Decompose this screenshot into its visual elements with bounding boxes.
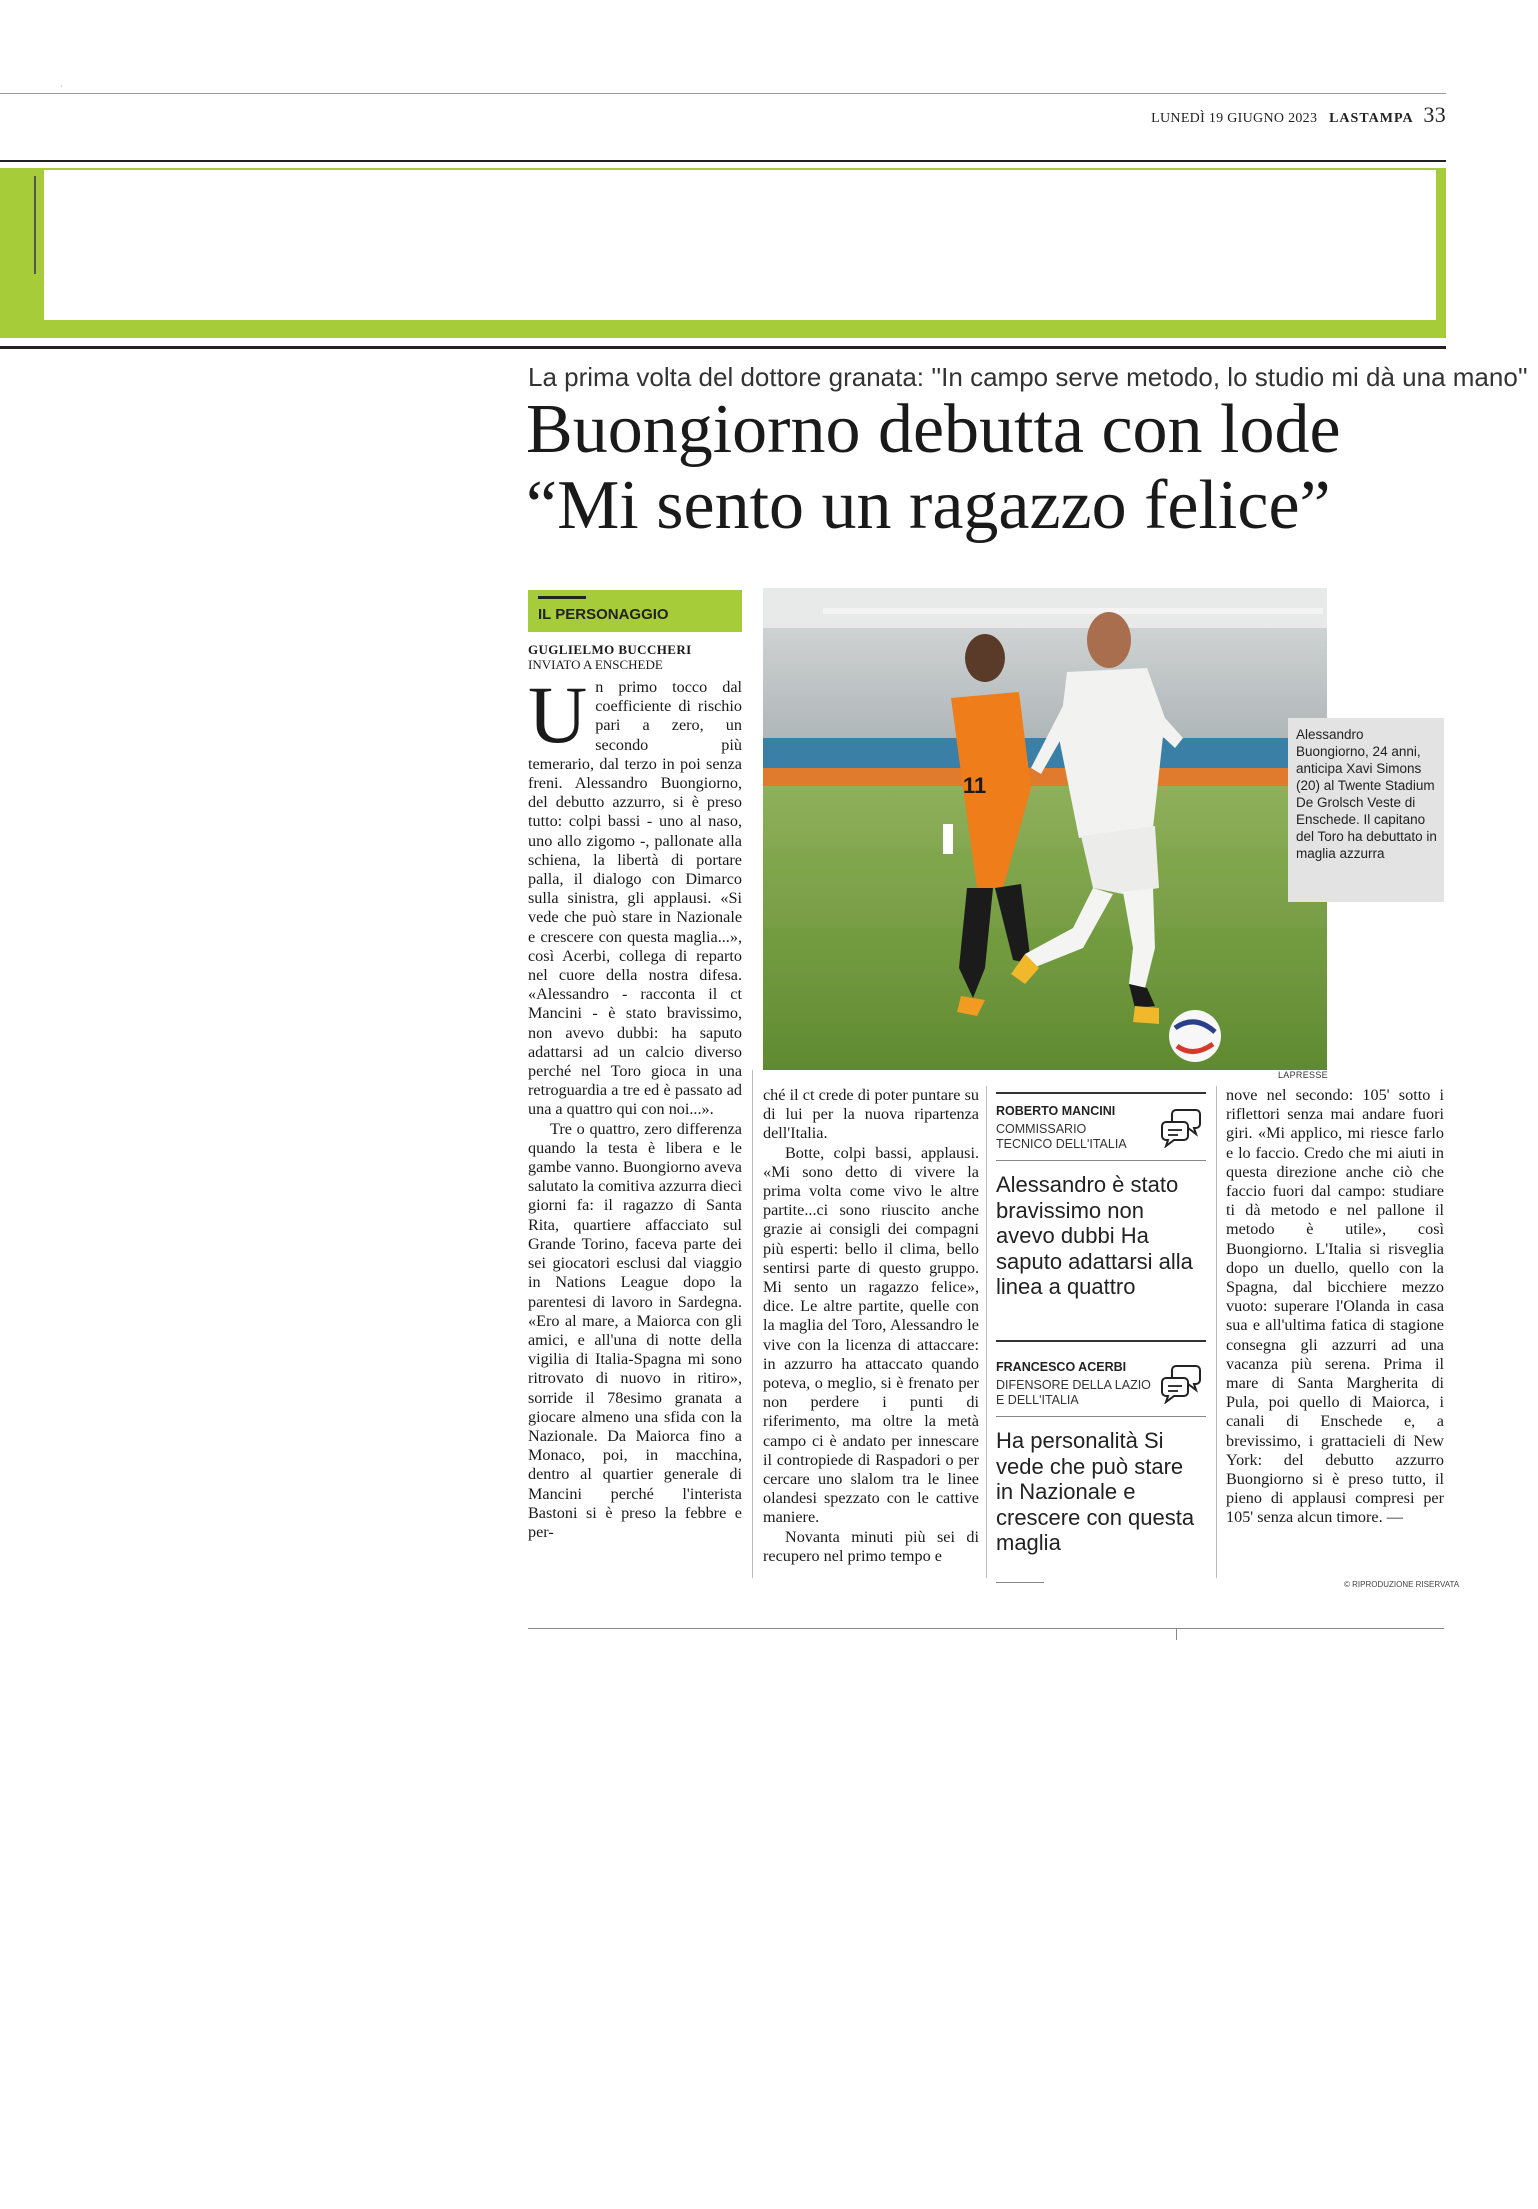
article-photo: [763, 588, 1327, 1070]
author-role: INVIATO A ENSCHEDE: [528, 657, 663, 672]
newspaper-name: LASTAMPA: [1329, 111, 1414, 126]
quote-1-role: COMMISSARIO TECNICO DELL'ITALIA: [996, 1122, 1127, 1151]
article-headline: [526, 392, 1341, 544]
football-action-photo: [763, 588, 1327, 1070]
byline: [528, 642, 692, 672]
quote-divider: [996, 1160, 1206, 1161]
quote-2-name: FRANCESCO ACERBI: [996, 1360, 1127, 1374]
drop-cap: U: [528, 669, 588, 760]
photo-credit: LAPRESSE: [1278, 1070, 1328, 1080]
section-label: [528, 590, 742, 632]
speech-bubble-icon: [1160, 1106, 1202, 1148]
headline-line-2: “Mi sento un ragazzo felice”: [526, 467, 1331, 544]
paragraph: nove nel secondo: 105' sotto i riflettori senza mai andare fuori giri. «Mi applico, mi riesce farlo e lo faccio. Credo che mi aiuti in questa direzione anche ciò che faccio fuori dal campo: studiare ti dà metodo e nel pallone il metodo è utile», così Buongiorno. L'Italia si risveglia dopo un duello, quello con la Spagna, dal bicchiere mezzo vuoto: superare l'Olanda in casa sua e all'ultima fatica di stagione consegna gli azzurri ad una vacanza più serena. Prima il mare di Santa Margherita di Pula, poi quello di Maiorca, i canali di Enschede e, a brevissimo, i grattacieli di New York: del debutto azzurro Buongiorno si è preso tutto, il pieno di applausi compresi per 105' senza alcun timore. —: [1226, 1086, 1444, 1527]
quote-1-text: Alessandro è stato bravissimo non avevo dubbi Ha saputo adattarsi alla linea a quattro: [996, 1172, 1193, 1299]
jersey-number: 11: [963, 773, 987, 798]
football-ball: [1169, 1010, 1221, 1062]
column-divider: [986, 1086, 987, 1578]
quote-end-rule: [996, 1340, 1206, 1342]
band-rule: [0, 346, 1446, 349]
paragraph: [528, 669, 742, 1120]
article-column-2: [763, 1086, 979, 1566]
label-line: [538, 596, 586, 599]
page-number: 33: [1423, 102, 1446, 127]
paragraph: Tre o quattro, zero differenza quando la testa è libera e le gambe vanno. Buongiorno aveva salutato la comitiva azzurra dieci giorni fa: il ragazzo di Santa Rita, quartiere affacciato sul Grande Torino, faceva parte dei sei giocatori esclusi dal viaggio in Nations League dopo la parentesi di lavoro in Sardegna. «Ero al mare, a Maiorca con gli amici, e all'una di notte della vigilia di Italia-Spagna mi sono ritrovato di nuovo in ritiro», sorride il 78esimo granata a giocare almeno una sfida con la Nazionale. Da Maiorca fino a Monaco, poi, in macchina, dentro al quartier generale di Mancini perché l'interista Bastoni si è preso la febbre e per-: [528, 1119, 742, 1541]
copyright-notice: © RIPRODUZIONE RISERVATA: [1344, 1580, 1460, 1589]
article-bottom-rule: [528, 1628, 1444, 1629]
paragraph: Novanta minuti più sei di recupero nel primo tempo e: [763, 1527, 979, 1565]
caption-text: Alessandro Buongiorno, 24 anni, anticipa Xavi Simons (20) al Twente Stadium De Grolsch Veste di Enschede. Il capitano del Toro ha debuttato in maglia azzurra: [1296, 727, 1437, 861]
article-kicker: La prima volta del dottore granata: ''In campo serve metodo, lo studio mi dà una mano'': [528, 362, 1528, 392]
bottom-tick: [1176, 1628, 1177, 1640]
quote-top-rule: [996, 1092, 1206, 1094]
author-name: GUGLIELMO BUCCHERI: [528, 642, 692, 657]
article-column-4: [1226, 1086, 1444, 1528]
headline-line-1: Buongiorno debutta con lode: [526, 391, 1341, 468]
quote-2-role: DIFENSORE DELLA LAZIO E DELL'ITALIA: [996, 1378, 1151, 1407]
photo-caption: [1288, 718, 1444, 902]
article-column-1: [528, 669, 742, 1542]
section-label-text: IL PERSONAGGIO: [538, 606, 669, 623]
column-divider: [752, 1070, 753, 1578]
masthead: [1151, 102, 1446, 128]
top-rule: [0, 93, 1446, 94]
issue-date: LUNEDÌ 19 GIUGNO 2023: [1151, 111, 1318, 126]
corner-mark: ·: [60, 82, 63, 91]
quote-2-text: Ha personalità Si vede che può stare in Nazionale e crescere con questa maglia: [996, 1428, 1195, 1555]
paragraph: Botte, colpi bassi, applausi. «Mi sono detto di vivere la prima volta come vivo le altre partite...ci sono riuscito anche grazie ai consigli dei compagni più esperti: bello il clima, bello sentirsi parte di questo gruppo. Mi sento un ragazzo felice», dice. Le altre partite, quelle con la maglia del Toro, Alessandro le vive con la licenza di attaccare: in azzurro ha attaccato quando poteva, o meglio, si è frenato per non perdere i punti di riferimento, ma oltre la metà campo ci è andato per innescare il contropiede di Raspadori o per cercare uno slalom tra le linee olandesi spezzato con le cattive maniere.: [763, 1143, 979, 1527]
paragraph: ché il ct crede di poter puntare su di lui per la nuova ripartenza dell'Italia.: [763, 1086, 979, 1143]
quote-divider: [996, 1416, 1206, 1417]
band-tick: [34, 176, 36, 274]
speech-bubble-icon: [1160, 1362, 1202, 1404]
blank-panel: [44, 170, 1436, 320]
masthead-rule: [0, 160, 1446, 162]
quote-1-name: ROBERTO MANCINI: [996, 1104, 1116, 1118]
paragraph-text: n primo tocco dal coefficiente di rischio pari a zero, un secondo più temerario, dal terzo in poi senza freni. Alessandro Buongiorno, del debutto azzurro, si è preso tutto: colpi bassi - uno al naso, uno allo zigomo -, pallonate alla schiena, la libertà di portare palla, il dialogo con Dimarco sulla sinistra, gli applausi. «Si vede che può stare in Nazionale e crescere con questa maglia...», così Acerbi, collega di reparto nel cuore della nostra difesa. «Alessandro - racconta il ct Mancini - è stato bravissimo, non avevo dubbi: ha saputo adattarsi ad un calcio diverso perché nel Toro gioca in una retroguardia a tre ed è passato ad una a quattro qui con noi...».: [528, 678, 742, 1119]
quote-end-rule: [996, 1582, 1044, 1583]
column-divider: [1216, 1086, 1217, 1578]
